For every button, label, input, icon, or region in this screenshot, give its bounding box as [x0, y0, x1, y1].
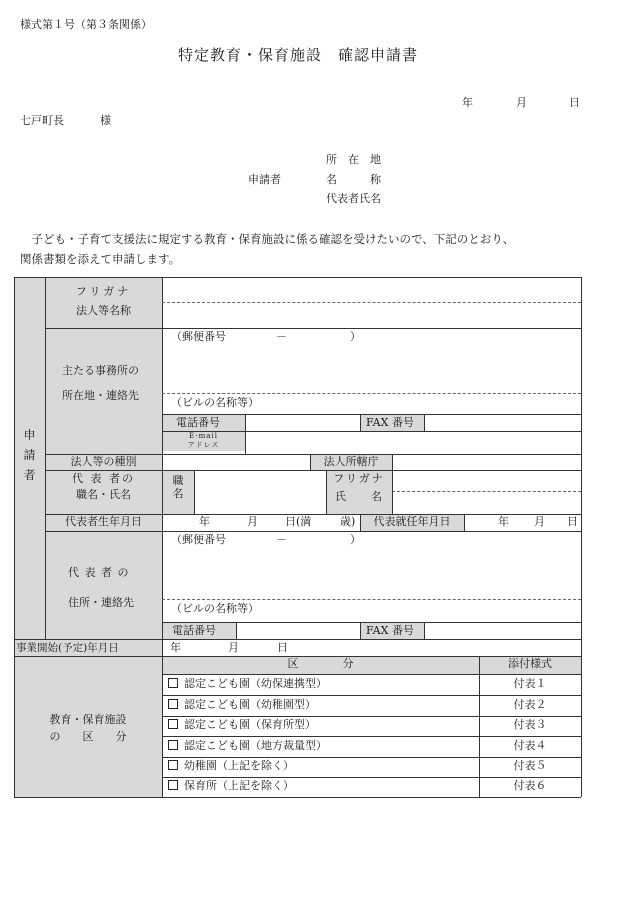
start-date-label: 事業開始(予定)年月日: [16, 642, 119, 654]
intro-line-1: 子ども・子育て支援法に規定する教育・保育施設に係る確認を受けたいので、下記のとおり、: [20, 232, 515, 246]
start-date-day: 日: [277, 641, 288, 654]
job-title-label: 職 名: [172, 474, 184, 500]
honorific: 様: [100, 114, 111, 127]
corp-name-field[interactable]: [164, 305, 579, 326]
rep-address-label-2: 住所・連絡先: [68, 596, 134, 609]
email-field[interactable]: [247, 433, 579, 452]
corp-type-label: 法人等の種別: [70, 455, 137, 468]
category-option-1[interactable]: 認定こども園（幼保連携型）: [168, 678, 327, 691]
rep-age-close: 歳): [340, 515, 356, 528]
rep-postal-close: ）: [350, 533, 361, 546]
start-date-year: 年: [170, 641, 181, 654]
rep-appointed-label: 代表就任年月日: [373, 515, 451, 528]
category-option-4[interactable]: 認定こども園（地方裁量型）: [168, 740, 327, 753]
checkbox-icon[interactable]: [168, 678, 178, 688]
facility-category-label-2: の 区 分: [49, 730, 127, 743]
attachment-form-2: 付表２: [513, 698, 547, 711]
email-label: E-mail アドレス: [187, 432, 220, 449]
rep-name-field[interactable]: [394, 493, 579, 513]
facility-category-label-1: 教育・保育施設: [49, 713, 127, 726]
date-year-label: 年: [462, 96, 473, 109]
rep-phone-label: 電話番号: [172, 624, 216, 637]
rep-building-label: （ビルの名称等）: [171, 602, 259, 615]
postal-code-open: （郵便番号: [171, 330, 226, 343]
rep-postal-dash: －: [276, 533, 287, 546]
attachment-form-5: 付表５: [513, 759, 547, 772]
rep-address-label-1: 代 表 者 の: [68, 566, 130, 579]
rep-furigana-field[interactable]: [394, 471, 579, 490]
rep-birth-year: 年: [199, 515, 210, 528]
main-office-label-2: 所在地・連絡先: [62, 389, 139, 402]
rep-title-label-2: 職名・氏名: [76, 488, 131, 501]
checkbox-icon[interactable]: [168, 719, 178, 729]
rep-address-field[interactable]: [164, 547, 579, 597]
form-number: 様式第１号（第３条関係）: [20, 18, 152, 31]
page-title: 特定教育・保育施設 確認申請書: [178, 46, 419, 64]
rep-appointed-day: 日: [567, 515, 578, 528]
date-month-label: 月: [516, 96, 527, 109]
checkbox-icon[interactable]: [168, 780, 178, 790]
applicant-representative-label: 代表者氏名: [326, 192, 381, 205]
rep-phone-field[interactable]: [238, 623, 358, 638]
category-option-2[interactable]: 認定こども園（幼稚園型）: [168, 699, 316, 712]
building-name-label: （ビルの名称等）: [171, 396, 259, 409]
postal-code-dash: －: [276, 330, 287, 343]
intro-line-2: 関係書類を添えて申請します。: [20, 252, 181, 266]
attachment-form-4: 付表４: [513, 739, 547, 752]
corp-office-label: 法人所轄庁: [323, 455, 379, 468]
attachment-form-3: 付表３: [513, 718, 547, 731]
applicant-name-label: 名 称: [326, 173, 381, 186]
phone-field[interactable]: [247, 415, 358, 430]
category-option-6[interactable]: 保育所（上記を除く）: [168, 780, 294, 793]
category-option-5[interactable]: 幼稚園（上記を除く）: [168, 760, 294, 773]
rep-birth-month: 月: [247, 515, 258, 528]
applicant-side-label: 申 請 者: [23, 428, 36, 482]
addressee: 七戸町長: [20, 114, 64, 127]
rep-birth-day-age: 日(満: [285, 515, 312, 528]
category-option-3[interactable]: 認定こども園（保育所型）: [168, 719, 316, 732]
main-office-label-1: 主たる事務所の: [62, 364, 139, 377]
rep-birth-label: 代表者生年月日: [65, 515, 142, 528]
category-header: 区 分: [287, 657, 354, 670]
corp-type-field[interactable]: [164, 455, 308, 469]
corp-name-label: 法人等名称: [76, 304, 131, 317]
checkbox-icon[interactable]: [168, 740, 178, 750]
attachment-header: 添付様式: [508, 657, 552, 670]
job-title-field[interactable]: [196, 471, 324, 513]
date-day-label: 日: [569, 96, 580, 109]
application-form-table: [14, 277, 581, 797]
rep-title-label-1: 代 表 者の: [72, 472, 135, 485]
fax-label: FAX 番号: [366, 416, 414, 429]
postal-code-close: ）: [350, 330, 361, 343]
main-office-address-field[interactable]: [164, 343, 579, 391]
checkbox-icon[interactable]: [168, 760, 178, 770]
attachment-form-1: 付表１: [513, 677, 547, 690]
checkbox-icon[interactable]: [168, 699, 178, 709]
rep-fax-field[interactable]: [426, 623, 579, 638]
rep-postal-open: （郵便番号: [171, 533, 226, 546]
start-date-month: 月: [228, 641, 239, 654]
furigana-field[interactable]: [164, 281, 579, 301]
rep-appointed-month: 月: [534, 515, 545, 528]
applicant-address-label: 所 在 地: [326, 153, 381, 166]
rep-appointed-year: 年: [498, 515, 509, 528]
rep-name-label-2: 名: [371, 490, 382, 503]
attachment-form-6: 付表６: [513, 779, 547, 792]
corp-office-field[interactable]: [394, 455, 579, 469]
rep-furigana-label: フリガナ: [333, 472, 385, 485]
applicant-label: 申請者: [248, 173, 281, 186]
phone-label: 電話番号: [176, 416, 220, 429]
furigana-label: フリガナ: [75, 285, 132, 298]
intro-paragraph: [20, 229, 600, 269]
rep-fax-label: FAX 番号: [366, 624, 414, 637]
fax-field[interactable]: [426, 415, 579, 430]
rep-name-label-1: 氏: [335, 490, 346, 503]
